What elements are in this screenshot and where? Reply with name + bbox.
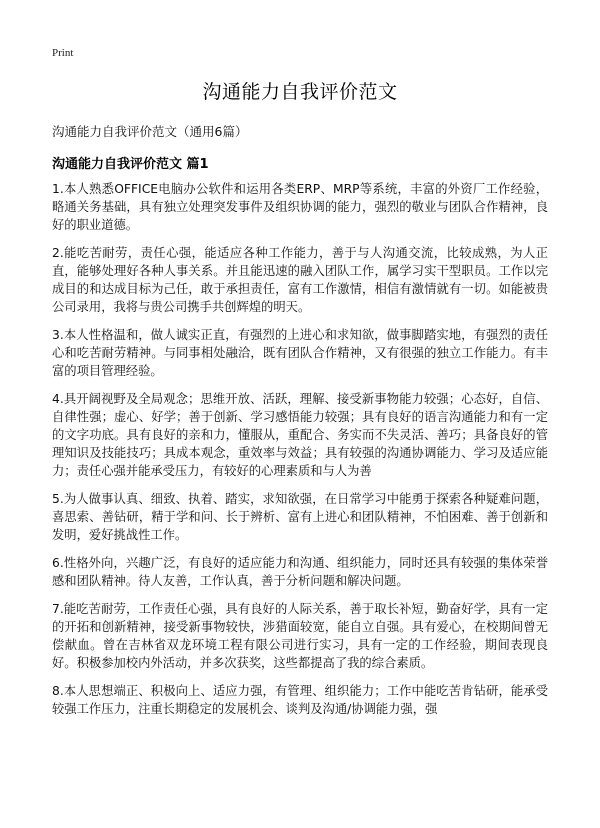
paragraph-4: 4.具开阔视野及全局观念；思维开放、活跃，理解、接受新事物能力较强；心态好，自信、自律性强；虚心、好学；善于创新、学习感悟能力较强；具有良好的语言沟通能力和有一定的文字功底。具有良好的亲和力，懂服从，重配合、务实而不失灵活、善巧；具备良好的管理知识及技能技巧；具成本观念，重效率与效益；具有较强的沟通协调能力、学习及适应能力；责任心强并能承受压力，有较好的心理素质和与人为善 (52, 392, 548, 478)
section-heading: 沟通能力自我评价范文 篇1 (52, 157, 209, 172)
paragraph-3: 3.本人性格温和，做人诚实正直，有强烈的上进心和求知欲，做事脚踏实地，有强烈的责任心和吃苦耐劳精神。与同事相处融洽，既有团队合作精神，又有很强的独立工作能力。有丰富的项目管理经验。 (52, 328, 548, 378)
document-content (52, 180, 548, 728)
paragraph-8: 8.本人思想端正、积极向上、适应力强，有管理、组织能力；工作中能吃苦肯钻研，能承受较强工作压力，注重长期稳定的发展机会、谈判及沟通/协调能力强，强 (52, 684, 548, 716)
print-link[interactable]: Print (52, 47, 74, 59)
paragraph-7: 7.能吃苦耐劳，工作责任心强，具有良好的人际关系，善于取长补短，勤奋好学，具有一定的开拓和创新精神，接受新事物较快，涉猎面较宽，能自立自强。具有爱心，在校期间曾无偿献血。曾在吉林省双龙环境工程有限公司进行实习，具有一定的工作经验，期间表现良好。积极参加校内外活动，并多次获奖，这些都提高了我的综合素质。 (52, 602, 548, 670)
paragraph-6: 6.性格外向，兴趣广泛，有良好的适应能力和沟通、组织能力，同时还具有较强的集体荣誉感和团队精神。待人友善，工作认真，善于分析问题和解决问题。 (52, 556, 548, 588)
document-subtitle: 沟通能力自我评价范文（通用6篇） (52, 124, 248, 139)
paragraph-1: 1.本人熟悉OFFICE电脑办公软件和运用各类ERP、MRP等系统，丰富的外资厂工作经验，略通关务基础，具有独立处理突发事件及组织协调的能力，强烈的敬业与团队合作精神，良好的职业道德。 (52, 182, 548, 232)
paragraph-2: 2.能吃苦耐劳，责任心强，能适应各种工作能力，善于与人沟通交流，比较成熟，为人正直，能够处理好各种人事关系。并且能迅速的融入团队工作，属学习实干型职员。工作以完成目的和达成目标为己任，敢于承担责任，富有工作激情，相信有激情就有一切。如能被贵公司录用，我将与贵公司携手共创辉煌的明天。 (52, 246, 548, 314)
paragraph-5: 5.为人做事认真、细致、执着、踏实，求知欲强，在日常学习中能勇于探索各种疑难问题，喜思索、善钻研，精于学和问、长于辨析、富有上进心和团队精神，不怕困难、善于创新和发明，爱好挑战性工作。 (52, 492, 548, 542)
document-title: 沟通能力自我评价范文 (202, 81, 398, 103)
